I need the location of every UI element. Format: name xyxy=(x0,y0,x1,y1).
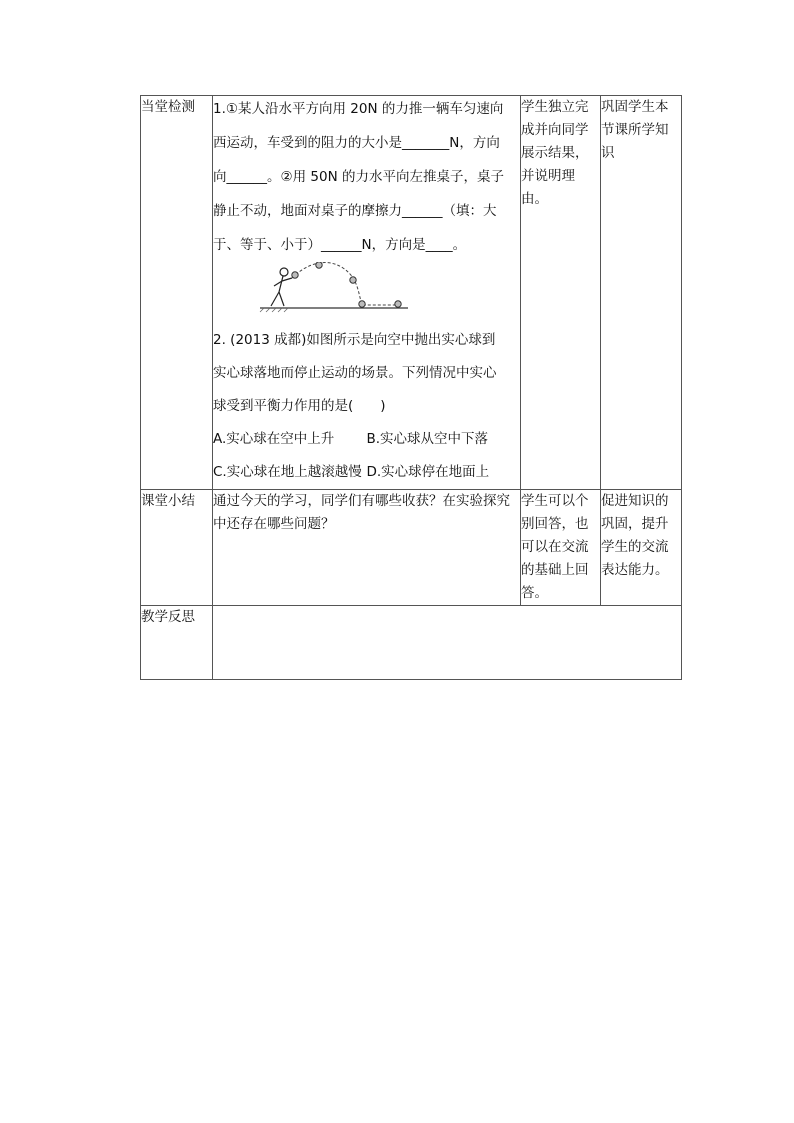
ball-trajectory-icon xyxy=(258,262,418,314)
student-activity: 学生可以个别回答，也可以在交流的基础上回答。 xyxy=(521,490,601,606)
question-2-line: 球受到平衡力作用的是( ) xyxy=(213,398,386,414)
design-purpose: 巩固学生本节课所学知识 xyxy=(601,96,682,490)
lesson-plan-table xyxy=(140,95,682,680)
option-b: B.实心球从空中下落 xyxy=(366,431,489,447)
question-1-line: 于、等于、小于）______N，方向是____。 xyxy=(213,237,467,253)
question-2-line: 实心球落地而停止运动的场景。下列情况中实心 xyxy=(213,365,497,381)
row-label-class-test: 当堂检测 xyxy=(141,96,213,490)
question-1-line: 西运动，车受到的阻力的大小是_______N，方向 xyxy=(213,135,500,151)
question-1-line: 1.①某人沿水平方向用 20N 的力推一辆车匀速向 xyxy=(213,101,504,117)
row-label-summary: 课堂小结 xyxy=(141,490,213,606)
question-1-line: 向______。②用 50N 的力水平向左推桌子，桌子 xyxy=(213,169,504,185)
class-test-content xyxy=(213,96,521,490)
table-row xyxy=(141,490,682,606)
option-d: D.实心球停在地面上 xyxy=(366,464,490,480)
table-row xyxy=(141,96,682,490)
question-1-line: 静止不动，地面对桌子的摩擦力______（填：大 xyxy=(213,203,497,219)
question-1 xyxy=(213,92,520,262)
option-c: C.实心球在地上越滚越慢 xyxy=(213,464,362,480)
ball-throw-figure xyxy=(213,262,520,318)
design-purpose: 促进知识的巩固，提升学生的交流表达能力。 xyxy=(601,490,682,606)
student-activity: 学生独立完成并向同学展示结果，并说明理由。 xyxy=(521,96,601,490)
question-2 xyxy=(213,324,520,423)
option-a: A.实心球在空中上升 xyxy=(213,431,335,447)
summary-content: 通过今天的学习，同学们有哪些收获？在实验探究中还存在哪些问题？ xyxy=(213,490,521,606)
reflection-content xyxy=(213,606,682,680)
row-label-reflection: 教学反思 xyxy=(141,606,213,680)
question-2-options xyxy=(213,423,520,489)
stick-figure-throwing-icon xyxy=(271,268,292,306)
table-row xyxy=(141,606,682,680)
question-2-line: 2. (2013 成都)如图所示是向空中抛出实心球到 xyxy=(213,332,496,348)
